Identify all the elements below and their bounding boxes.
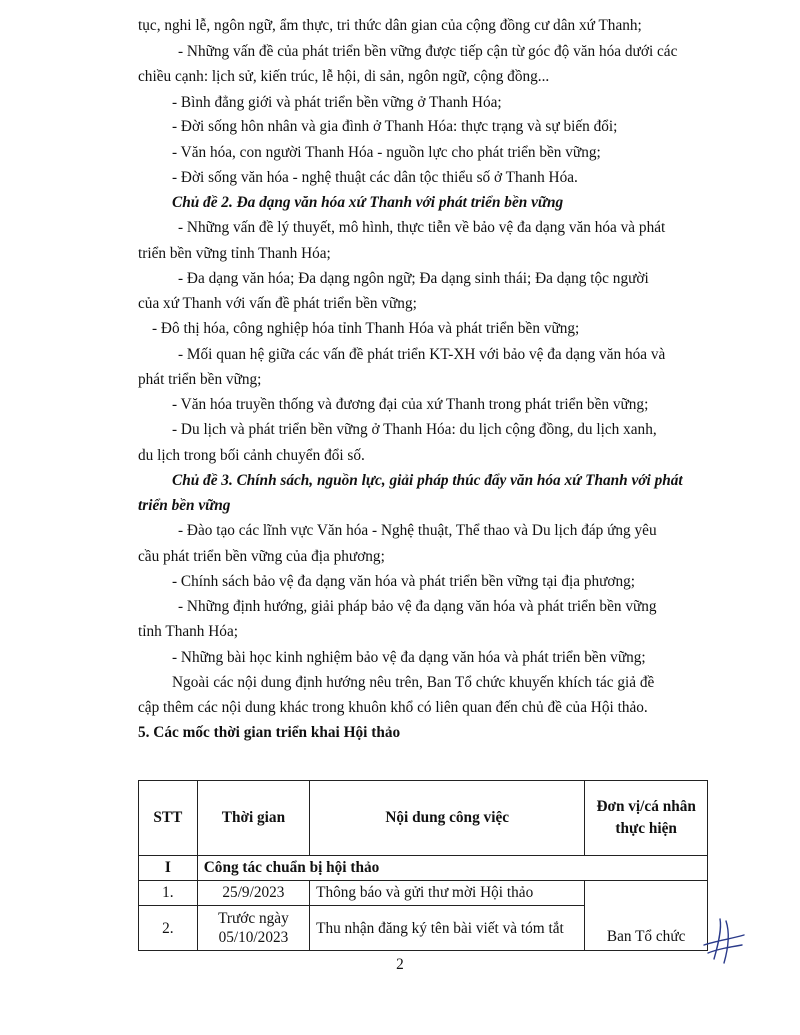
- table-row: [139, 881, 708, 906]
- bullet-line: - Văn hóa, con người Thanh Hóa - nguồn lực cho phát triển bền vững;: [172, 144, 601, 161]
- topic-heading: Chủ đề 3. Chính sách, nguồn lực, giải pháp thúc đẩy văn hóa xứ Thanh với phát: [172, 472, 683, 489]
- bullet-line: - Đa dạng văn hóa; Đa dạng ngôn ngữ; Đa dạng sinh thái; Đa dạng tộc người: [178, 270, 649, 287]
- bullet-line: - Mối quan hệ giữa các vấn đề phát triển KT-XH với bảo vệ đa dạng văn hóa và: [178, 346, 666, 363]
- schedule-table: [138, 780, 708, 951]
- bullet-line: - Chính sách bảo vệ đa dạng văn hóa và phát triển bền vững tại địa phương;: [172, 573, 636, 590]
- group-title: Công tác chuẩn bị hội thảo: [197, 856, 707, 881]
- bullet-line: - Đào tạo các lĩnh vực Văn hóa - Nghệ thuật, Thể thao và Du lịch đáp ứng yêu: [178, 522, 657, 539]
- text-line: du lịch trong bối cảnh chuyển đổi số.: [138, 447, 365, 464]
- row-time: 25/9/2023: [197, 881, 309, 906]
- row-stt: 1.: [139, 881, 198, 906]
- row-time-line2: 05/10/2023: [218, 929, 289, 946]
- text-line: cập thêm các nội dung khác trong khuôn khổ có liên quan đến chủ đề của Hội thảo.: [138, 699, 648, 716]
- header-unit: [585, 781, 708, 856]
- bullet-line: - Những vấn đề lý thuyết, mô hình, thực tiễn về bảo vệ đa dạng văn hóa và phát: [178, 219, 666, 236]
- bullet-line: - Đời sống hôn nhân và gia đình ở Thanh Hóa: thực trạng và sự biến đổi;: [172, 118, 618, 135]
- text-line: triển bền vững tỉnh Thanh Hóa;: [138, 245, 331, 262]
- bullet-line: - Đời sống văn hóa - nghệ thuật các dân tộc thiểu số ở Thanh Hóa.: [172, 169, 578, 186]
- bullet-line: - Văn hóa truyền thống và đương đại của xứ Thanh trong phát triển bền vững;: [172, 396, 649, 413]
- bullet-line: - Những định hướng, giải pháp bảo vệ đa dạng văn hóa và phát triển bền vững: [178, 598, 657, 615]
- table-group-row: [139, 856, 708, 881]
- paragraph-line: Ngoài các nội dung định hướng nêu trên, Ban Tổ chức khuyến khích tác giả đề: [172, 674, 655, 691]
- topic-heading: Chủ đề 2. Đa dạng văn hóa xứ Thanh với phát triển bền vững: [172, 194, 564, 211]
- text-line: tỉnh Thanh Hóa;: [138, 623, 238, 640]
- page-number: 2: [396, 956, 404, 973]
- header-task: Nội dung công việc: [310, 781, 585, 856]
- bullet-line: - Du lịch và phát triển bền vững ở Thanh Hóa: du lịch cộng đồng, du lịch xanh,: [172, 421, 657, 438]
- header-time: Thời gian: [197, 781, 309, 856]
- row-time: [197, 906, 309, 951]
- section-heading: 5. Các mốc thời gian triển khai Hội thảo: [138, 724, 401, 741]
- header-unit-line2: thực hiện: [615, 820, 677, 837]
- text-line: phát triển bền vững;: [138, 371, 262, 388]
- topic-heading-cont: triển bền vững: [138, 497, 231, 514]
- row-task: Thu nhận đăng ký tên bài viết và tóm tắt: [310, 906, 585, 951]
- row-time-line1: Trước ngày: [218, 910, 289, 927]
- header-unit-line1: Đơn vị/cá nhân: [596, 798, 696, 815]
- bullet-line: - Bình đẳng giới và phát triển bền vững ở Thanh Hóa;: [172, 94, 502, 111]
- row-unit: Ban Tổ chức: [585, 881, 708, 951]
- row-stt: 2.: [139, 906, 198, 951]
- bullet-line: - Đô thị hóa, công nghiệp hóa tỉnh Thanh Hóa và phát triển bền vững;: [152, 320, 580, 337]
- row-task: Thông báo và gửi thư mời Hội thảo: [310, 881, 585, 906]
- text-line: của xứ Thanh với vấn đề phát triển bền vững;: [138, 295, 417, 312]
- bullet-line: - Những bài học kinh nghiệm bảo vệ đa dạng văn hóa và phát triển bền vững;: [172, 649, 646, 666]
- text-line: chiều cạnh: lịch sử, kiến trúc, lễ hội, di sản, ngôn ngữ, cộng đồng...: [138, 68, 550, 85]
- group-stt: I: [139, 856, 198, 881]
- table-header-row: [139, 781, 708, 856]
- header-stt: STT: [139, 781, 198, 856]
- text-line: tục, nghi lễ, ngôn ngữ, ẩm thực, tri thức dân gian của cộng đồng cư dân xứ Thanh;: [138, 17, 642, 34]
- text-line: cầu phát triển bền vững của địa phương;: [138, 548, 385, 565]
- bullet-line: - Những vấn đề của phát triển bền vững được tiếp cận từ góc độ văn hóa dưới các: [178, 43, 678, 60]
